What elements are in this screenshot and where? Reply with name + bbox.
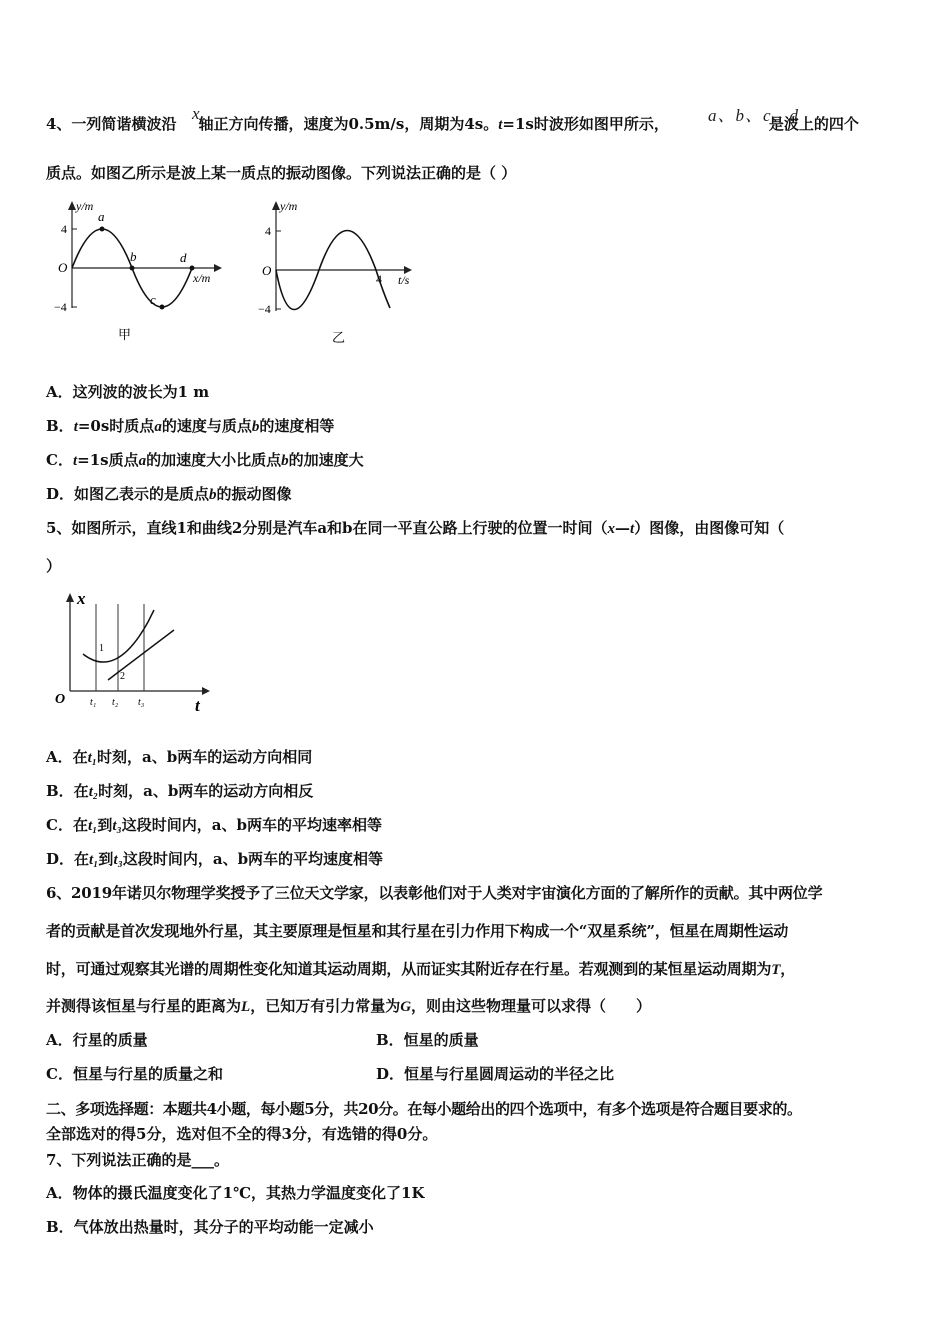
y-axis-label: y/m — [280, 199, 298, 213]
q5-line2: ） — [46, 557, 62, 575]
tick-bottom-label: −4 — [54, 300, 67, 314]
point-a — [100, 227, 105, 232]
position-time-graph — [50, 588, 220, 718]
q4-option-c[interactable]: C．t=1s质点a的加速度大小比质点b的加速度大 — [46, 451, 364, 469]
x-axis-arrow — [66, 593, 74, 602]
t2-label: t₂ — [112, 697, 119, 708]
x-axis-label: x/m — [193, 271, 211, 285]
label-c: c — [150, 292, 156, 307]
point-c — [160, 305, 165, 310]
q6-line3: 时，可通过观察其光谱的周期性变化知道其运动周期，从而证实其附近存在行星。若观测到的某恒星运动周期为T， — [46, 960, 795, 978]
label-d: d — [180, 250, 187, 265]
q4-points-list: a、b、c、d — [708, 106, 800, 125]
point-b — [130, 266, 135, 271]
q6-line4: 并测得该恒星与行星的距离为L，已知万有引力常量为G，则由这些物理量可以求得（ ） — [46, 997, 652, 1015]
tick-top-label: 4 — [265, 224, 271, 238]
q4-option-d[interactable]: D．如图乙表示的是质点b的振动图像 — [46, 485, 292, 503]
tick-bottom-label: −4 — [258, 302, 271, 316]
q5-line1: 5、如图所示，直线1和曲线2分别是汽车a和b在同一平直公路上行驶的位置一时间（x—t）图像，由图像可知（ — [46, 519, 785, 537]
q7-option-a[interactable]: A．物体的摄氏温度变化了1℃，其热力学温度变化了1K — [46, 1184, 425, 1202]
label-b: b — [130, 249, 137, 264]
origin-label: O — [55, 692, 66, 707]
q6-option-c[interactable]: C．恒星与行星的质量之和 — [46, 1065, 223, 1083]
t-axis-label: t/s — [398, 273, 410, 287]
vibration-graph-yi — [254, 196, 424, 348]
wave-graph-jia — [48, 196, 228, 348]
q6-option-b[interactable]: B．恒星的质量 — [376, 1031, 479, 1049]
tick-top-label: 4 — [61, 222, 67, 236]
origin-label: O — [262, 263, 272, 278]
q7-option-b[interactable]: B．气体放出热量时，其分子的平均动能一定减小 — [46, 1218, 374, 1236]
caption-jia: 甲 — [118, 327, 132, 342]
axis-t-label: t — [195, 696, 200, 715]
x-axis-arrow — [214, 264, 222, 272]
q6-line2: 者的贡献是首次发现地外行星，其主要原理是恒星和其行星在引力作用下构成一个“双星系统”，恒星在周期性运动 — [46, 922, 789, 940]
q4-option-b[interactable]: B．t=0s时质点a的速度与质点b的速度相等 — [46, 417, 335, 435]
point-d — [190, 266, 195, 271]
t-axis-arrow — [202, 687, 210, 695]
section2-line2: 全部选对的得5分，选对但不全的得3分，有选错的得0分。 — [46, 1125, 438, 1143]
q6-option-d[interactable]: D．恒星与行星圆周运动的半径之比 — [376, 1065, 615, 1083]
t1-label: t₁ — [90, 697, 97, 708]
q4-line2: 质点。如图乙所示是波上某一质点的振动图像。下列说法正确的是（ ） — [46, 164, 517, 182]
q5-option-d[interactable]: D．在t₁到t₃这段时间内，a、b两车的平均速度相等 — [46, 850, 384, 868]
label-a: a — [98, 209, 105, 224]
q6-line1: 6、2019年诺贝尔物理学奖授予了三位天文学家，以表彰他们对于人类对宇宙演化方面的了解所作的贡献。其中两位学 — [46, 884, 823, 902]
q4-x-symbol: x — [192, 104, 200, 123]
t3-label: t₃ — [138, 697, 145, 708]
y-axis-label: y/m — [76, 199, 94, 213]
q5-option-b[interactable]: B．在t₂时刻，a、b两车的运动方向相反 — [46, 782, 314, 800]
q4-line1: 4、一列简谐横波沿 轴正方向传播，速度为0.5m/s，周期为4s。t=1s时波形如图甲所示， 是波上的四个 — [46, 115, 859, 133]
section2-line1: 二、多项选择题：本题共4小题，每小题5分，共20分。在每小题给出的四个选项中，有多个选项是符合题目要求的。 — [46, 1100, 802, 1118]
q6-option-a[interactable]: A．行星的质量 — [46, 1031, 148, 1049]
axis-x-label: x — [77, 589, 86, 608]
q5-option-a[interactable]: A．在t₁时刻，a、b两车的运动方向相同 — [46, 748, 313, 766]
y-axis-arrow — [272, 201, 280, 210]
q5-option-c[interactable]: C．在t₁到t₃这段时间内，a、b两车的平均速率相等 — [46, 816, 382, 834]
caption-yi: 乙 — [332, 330, 346, 345]
q4-option-a[interactable]: A．这列波的波长为1 m — [46, 383, 210, 401]
line-1-label: 1 — [99, 643, 104, 654]
q7-stem: 7、下列说法正确的是___。 — [46, 1151, 229, 1169]
origin-label: O — [58, 260, 68, 275]
tick-4-label: 4 — [376, 272, 382, 286]
curve-2-label: 2 — [120, 671, 125, 682]
y-axis-arrow — [68, 201, 76, 210]
